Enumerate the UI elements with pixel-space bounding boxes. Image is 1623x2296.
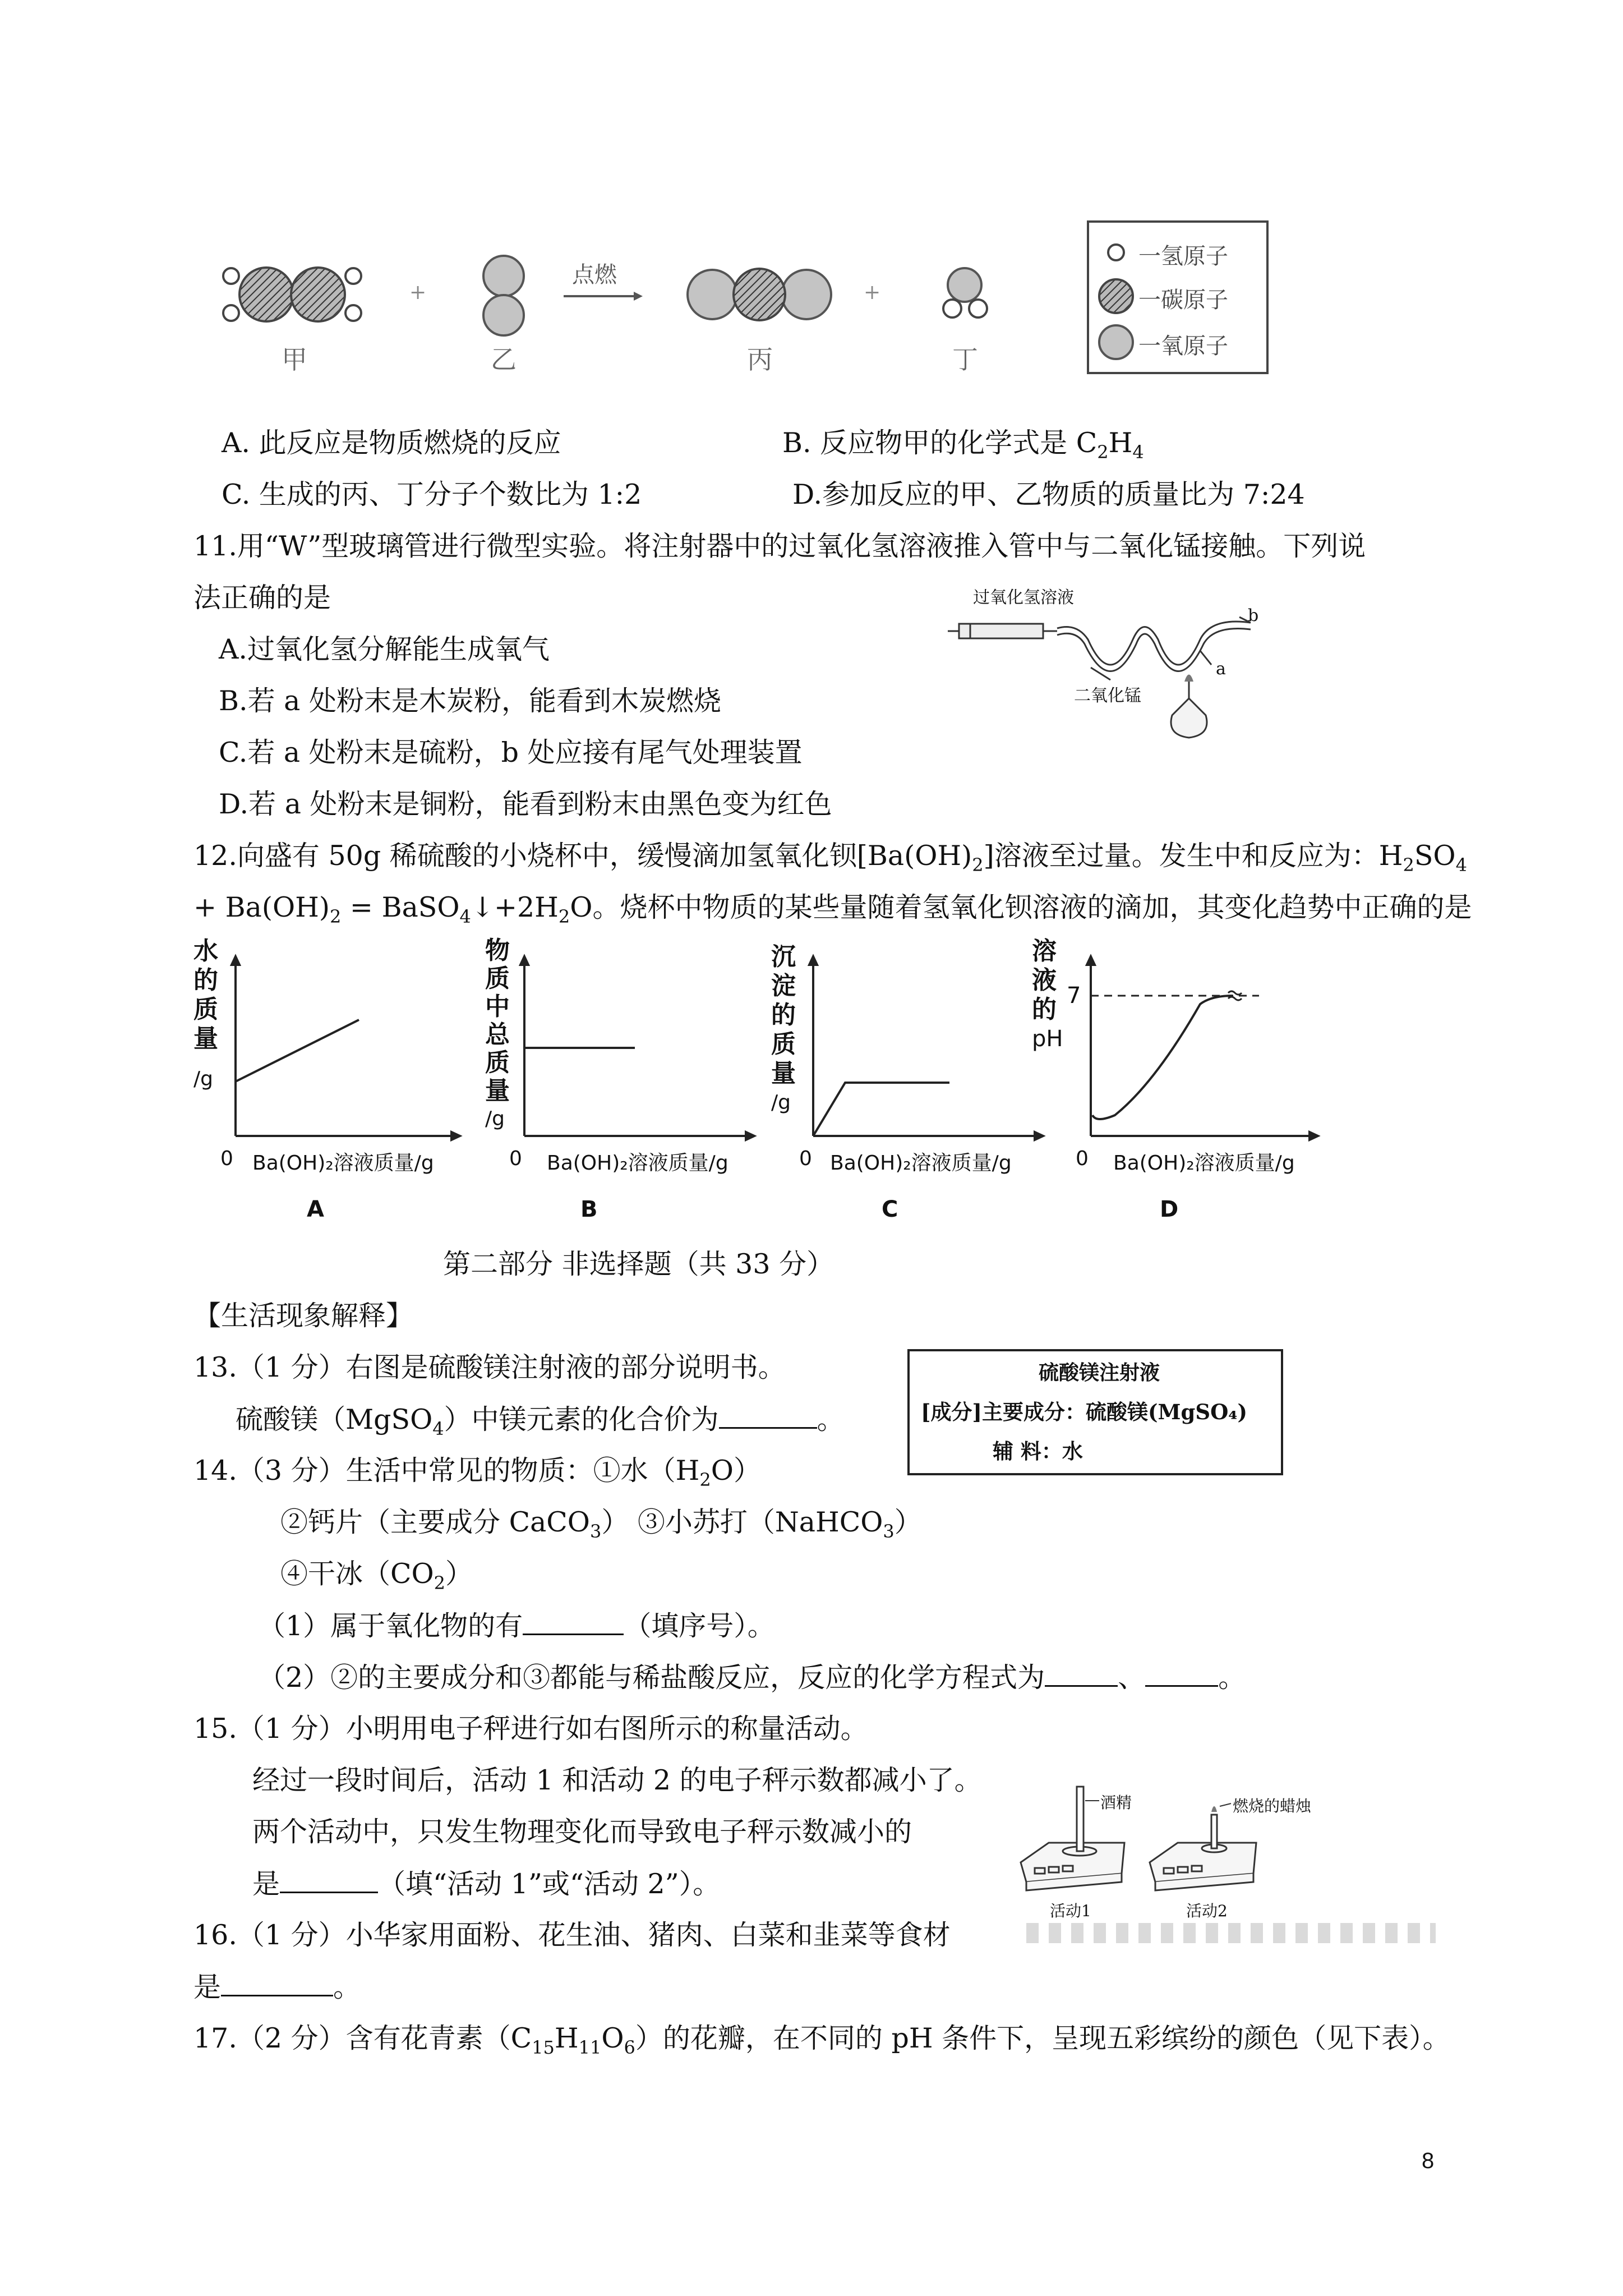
answer-blank[interactable] [1045,1660,1118,1687]
answer-blank[interactable] [280,1867,378,1893]
section-title: 【生活现象解释】 [193,1300,414,1332]
legend-carbon: 一碳原子 [1138,287,1228,313]
q14-sub1: （1）属于氧化物的有 （填序号）。 [258,1610,775,1642]
graph-c-letter: C [882,1197,898,1222]
w-tube-label-mno2: 二氧化锰 [1074,686,1141,706]
scale-label-alcohol: 酒精 [1100,1793,1132,1812]
q15-line2: 经过一段时间后，活动 1 和活动 2 的电子秤示数都减小了。 [252,1764,982,1796]
w-tube-label-a: a [1216,659,1226,679]
reaction-arrow [564,292,643,301]
graph-b-origin: 0 [509,1147,522,1170]
hydrogen-atom-icon [1108,245,1124,260]
answer-blank[interactable] [523,1609,624,1635]
label-bing: 丙 [747,344,773,375]
q13-line1: 13.（1 分）右图是硫酸镁注射液的部分说明书。 [193,1351,786,1383]
scale-activity-figure [1015,1784,1312,1920]
label-yi: 乙 [491,344,517,375]
q14-line1: 14.（3 分）生活中常见的物质：①水$(H_2O)$ [193,1455,761,1490]
reaction-diagram [213,213,1279,381]
molecule-ding [943,268,987,318]
q10-option-b: B. 反应物甲的化学式是 $C_2H_4$ [782,427,1144,463]
q15-line3: 两个活动中，只发生物理变化而导致电子秤示数减小的 [252,1816,912,1848]
graph-c-origin: 0 [799,1147,812,1170]
graph-b [482,937,757,1240]
label-jia: 甲 [282,344,307,375]
oxygen-atom-icon [1099,325,1133,359]
answer-blank[interactable] [221,1970,333,1996]
q10-option-c: C. 生成的丙、丁分子个数比为 1:2 [222,478,642,510]
q12-stem-line1: 12.向盛有 50g 稀硫酸的小烧杯中，缓慢滴加氢氧化钡$[Ba(OH)_2]$溶液至过量。发生中和反应为：$H_2SO_4$ [193,840,1467,876]
graph-c-xlabel: Ba(OH)₂溶液质量/g [830,1152,1012,1175]
plus-sign: + [409,281,427,304]
mgso4-label-box [907,1349,1283,1475]
scale-label-candle: 燃烧的蜡烛 [1233,1797,1312,1815]
molecule-yi [483,256,524,335]
graph-b-ylabel: 物 质 中 总 质 量 /g [485,936,510,1130]
graph-a-origin: 0 [220,1147,233,1170]
reaction-arrow-label: 点燃 [572,262,617,288]
graph-c-ylabel: 沉 淀 的 质 量 /g [771,942,796,1114]
graph-d-origin: 0 [1076,1147,1089,1170]
graph-d [1032,937,1324,1240]
w-tube-label-peroxide: 过氧化氢溶液 [973,588,1074,608]
q11-option-c: C.若 a 处粉末是硫粉，b 处应接有尾气处理装置 [219,737,803,769]
part2-title: 第二部分 非选择题（共 33 分） [443,1248,834,1280]
graph-d-ylabel: 溶 液 的 pH [1032,937,1063,1052]
q16-occluded-text [1026,1923,1436,1943]
scale-label-activity1: 活动1 [1050,1902,1091,1920]
legend-hydrogen: 一氢原子 [1138,243,1228,269]
carbon-atom-icon [1099,279,1133,313]
q10-option-a: A. 此反应是物质燃烧的反应 [222,427,561,459]
q16-line1: 16.（1 分）小华家用面粉、花生油、猪肉、白菜和韭菜等食材 [193,1919,951,1951]
q16-line2: 是 。 [193,1971,361,2003]
q12-stem-line2: + $Ba(OH)_2$ = $BaSO_4↓+2H_2O$。烧杯中物质的某些量随着氢氧化钡溶液的滴加，其变化趋势中正确的是 [193,891,1472,927]
q11-stem-line1: 11.用“W”型玻璃管进行微型实验。将注射器中的过氧化氢溶液推入管中与二氧化锰接触。下列说 [193,530,1366,562]
graph-d-mark-7: 7 [1067,983,1081,1009]
q15-line4: 是 （填“活动 1”或“活动 2”）。 [252,1868,721,1900]
label-ding: 丁 [952,344,978,375]
w-tube-figure [948,583,1262,752]
scale-label-activity2: 活动2 [1186,1902,1228,1920]
graph-d-letter: D [1160,1197,1179,1222]
q15-line1: 15.（1 分）小明用电子秤进行如右图所示的称量活动。 [193,1713,868,1745]
q14-line2: ②钙片（主要成分 CaCO$_3$） ③小苏打（NaHCO$_3$） [280,1506,922,1542]
legend-oxygen: 一氧原子 [1138,333,1228,359]
q17-line1: 17.（2 分）含有花青素$(C_{15}H_{11}O_6)$的花瓣，在不同的 pH 条件下，呈现五彩缤纷的颜色（见下表）。 [193,2022,1450,2058]
graph-b-letter: B [580,1197,598,1222]
page-number: 8 [1422,2148,1435,2173]
molecule-bing [688,269,831,320]
graph-b-xlabel: Ba(OH)₂溶液质量/g [547,1152,728,1175]
q11-stem-line2: 法正确的是 [193,582,331,614]
q11-option-b: B.若 a 处粉末是木炭粉，能看到木炭燃烧 [219,685,721,717]
q13-line2: 硫酸镁（MgSO$_4$）中镁元素的化合价为 。 [236,1404,845,1439]
w-tube-label-b: b [1248,606,1259,625]
graph-d-xlabel: Ba(OH)₂溶液质量/g [1113,1152,1295,1175]
graph-a-letter: A [307,1197,324,1222]
graph-a-ylabel: 水 的 质 量 /g [193,937,218,1091]
label-row1: [成分]主要成分：硫酸镁(MgSO₄) [921,1400,1248,1424]
label-title: 硫酸镁注射液 [1039,1361,1160,1384]
molecule-jia [223,268,361,321]
graph-a [193,937,463,1240]
q14-sub2: （2）②的主要成分和③都能与稀盐酸反应，反应的化学方程式为 、 。 [258,1662,1246,1694]
q10-option-d: D.参加反应的甲、乙物质的质量比为 7:24 [792,478,1305,510]
answer-blank[interactable] [1145,1660,1218,1687]
plus-sign: + [864,281,881,304]
graph-a-xlabel: Ba(OH)₂溶液质量/g [252,1152,434,1175]
q11-option-d: D.若 a 处粉末是铜粉，能看到粉末由黑色变为红色 [219,788,832,820]
q14-line3: ④干冰$(CO_2)$ [280,1558,473,1594]
label-row2: 辅 料：水 [993,1439,1083,1464]
graph-c [771,937,1046,1240]
q11-option-a: A.过氧化氢分解能生成氧气 [219,633,550,665]
answer-blank[interactable] [719,1402,817,1429]
